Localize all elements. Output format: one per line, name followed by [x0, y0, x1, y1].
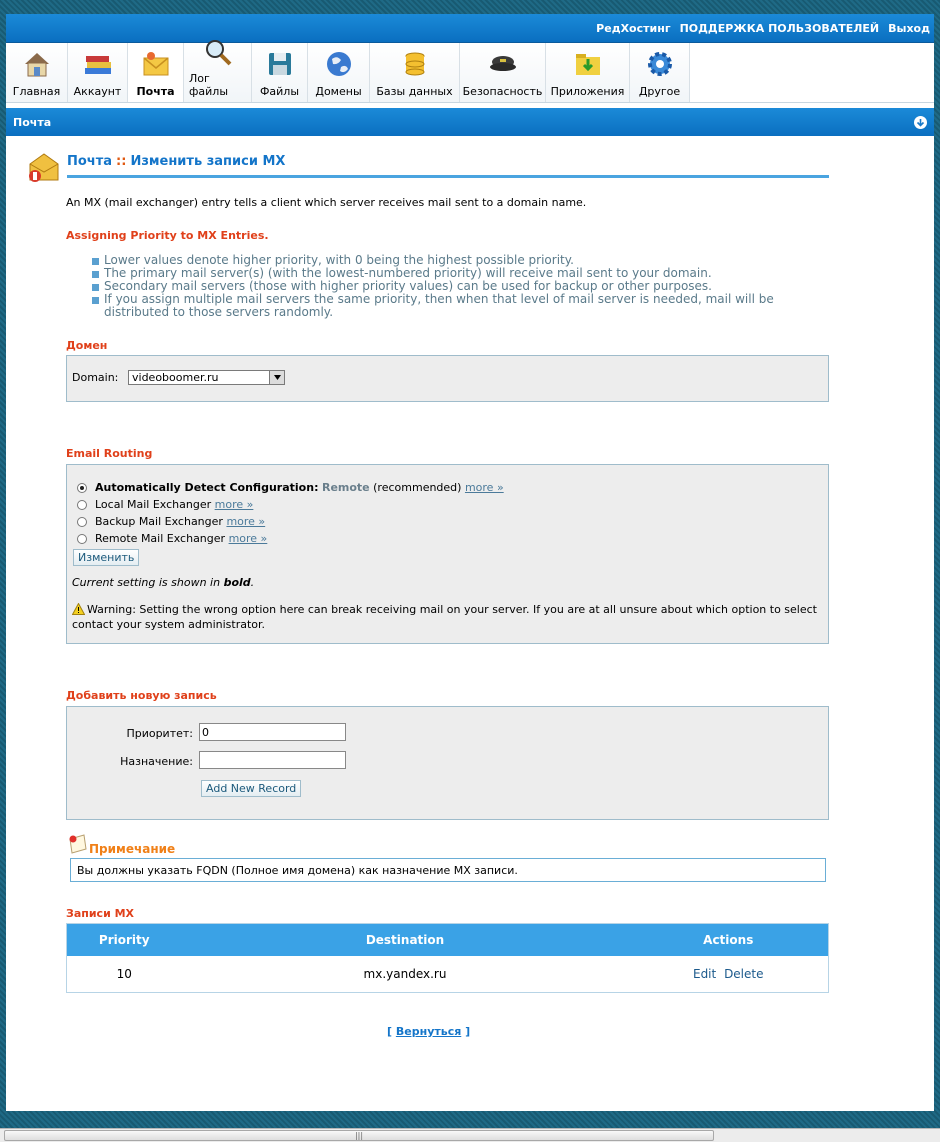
current-prefix: Current setting is shown in	[72, 576, 221, 589]
nav-label: Приложения	[550, 85, 625, 98]
nav-item-other[interactable]	[630, 43, 690, 102]
routing-option-auto[interactable]	[77, 481, 504, 494]
current-suffix: .	[250, 576, 255, 589]
radio-backup[interactable]	[77, 517, 87, 527]
books-icon	[82, 48, 114, 80]
auto-value: Remote	[321, 481, 370, 494]
warning-icon	[72, 603, 85, 618]
content	[6, 136, 934, 1096]
globe-icon	[323, 48, 355, 80]
cell-actions	[629, 956, 829, 993]
note-pin-icon	[66, 833, 88, 858]
routing-option-remote[interactable]	[77, 532, 267, 545]
radio-auto[interactable]	[77, 483, 87, 493]
nav-item-mail[interactable]	[128, 43, 184, 102]
page-title	[67, 154, 285, 169]
logout-link[interactable]: Выход	[888, 21, 930, 35]
more-link[interactable]: more »	[464, 481, 504, 494]
routing-box	[66, 464, 829, 644]
page	[6, 14, 934, 1111]
mx-records-table	[66, 923, 829, 993]
auto-recommended: (recommended)	[373, 481, 462, 494]
title-separator: ::	[116, 154, 127, 169]
column-header-destination: Destination	[182, 924, 629, 956]
cell-destination: mx.yandex.ru	[363, 966, 447, 981]
priority-input[interactable]	[199, 723, 346, 741]
nav-label: Лог файлы	[189, 72, 229, 98]
nav-item-security[interactable]	[460, 43, 546, 102]
domain-select[interactable]	[128, 370, 285, 385]
warning-row	[72, 603, 824, 631]
more-link[interactable]: more »	[226, 515, 266, 528]
back-bracket-open: [	[387, 1025, 393, 1038]
note-title: Примечание	[89, 842, 176, 856]
auto-colon: :	[314, 481, 319, 494]
domain-heading: Домен	[66, 339, 108, 352]
magnifier-icon	[202, 37, 234, 67]
local-label: Local Mail Exchanger	[95, 498, 212, 511]
nav-label: Безопасность	[462, 85, 543, 98]
grip-icon: |||	[354, 1131, 364, 1140]
add-record-heading: Добавить новую запись	[66, 689, 217, 702]
nav-label: Главная	[12, 85, 61, 98]
nav-label: Домены	[315, 85, 362, 98]
radio-local[interactable]	[77, 500, 87, 510]
title-underline	[67, 175, 829, 178]
add-record-button[interactable]: Add New Record	[201, 780, 301, 797]
radio-remote[interactable]	[77, 534, 87, 544]
nav-item-account[interactable]	[68, 43, 128, 102]
edit-link[interactable]: Edit	[692, 966, 717, 981]
auto-label: Automatically Detect Configuration	[95, 481, 315, 494]
nav-item-logs[interactable]	[184, 43, 252, 102]
horizontal-scrollbar[interactable]	[0, 1128, 940, 1142]
cap-icon	[487, 48, 519, 80]
column-header-priority: Priority	[67, 924, 182, 956]
cell-priority: 10	[116, 966, 132, 981]
page-title-sub: Изменить записи MX	[130, 154, 286, 169]
nav-item-databases[interactable]	[370, 43, 460, 102]
chevron-down-icon[interactable]	[269, 371, 284, 384]
back-link[interactable]: Вернуться	[395, 1025, 462, 1038]
routing-heading: Email Routing	[66, 447, 153, 460]
main-nav	[6, 43, 934, 103]
column-header-actions: Actions	[629, 924, 829, 956]
gear-icon	[644, 48, 676, 80]
floppy-icon	[264, 48, 296, 80]
list-item: Secondary mail servers (those with higher priority values) can be used for backup or other purposes.	[104, 280, 784, 293]
section-bar	[6, 108, 934, 136]
add-record-box	[66, 706, 829, 820]
destination-label: Назначение:	[120, 755, 193, 768]
list-item: The primary mail server(s) (with the lowest-numbered priority) will receive mail sent to your domain.	[104, 267, 784, 280]
support-link[interactable]: ПОДДЕРЖКА ПОЛЬЗОВАТЕЛЕЙ	[679, 21, 880, 35]
nav-label: Почта	[136, 85, 175, 98]
table-row	[67, 956, 829, 993]
nav-label: Аккаунт	[73, 85, 122, 98]
nav-item-apps[interactable]	[546, 43, 630, 102]
domain-box	[66, 355, 829, 402]
top-bar	[6, 14, 934, 43]
nav-label: Другое	[638, 85, 681, 98]
nav-item-files[interactable]	[252, 43, 308, 102]
domain-label: Domain:	[72, 371, 119, 384]
destination-input[interactable]	[199, 751, 346, 769]
routing-option-local[interactable]	[77, 498, 253, 511]
mx-records-heading: Записи MX	[66, 907, 135, 920]
folder-icon	[572, 48, 604, 80]
table-header-row	[67, 924, 829, 956]
backup-label: Backup Mail Exchanger	[95, 515, 223, 528]
back-bracket-close: ]	[465, 1025, 471, 1038]
more-link[interactable]: more »	[228, 532, 268, 545]
nav-label: Файлы	[259, 85, 300, 98]
arrow-down-icon[interactable]	[914, 116, 927, 129]
scrollbar-thumb[interactable]	[4, 1130, 714, 1141]
more-link[interactable]: more »	[214, 498, 254, 511]
current-bold: bold	[223, 576, 251, 589]
priority-heading: Assigning Priority to MX Entries.	[66, 229, 269, 242]
current-setting-note	[72, 576, 254, 589]
section-title: Почта	[13, 115, 52, 129]
list-item: If you assign multiple mail servers the same priority, then when that level of mail server is needed, mail will be distributed to those servers randomly.	[104, 293, 784, 319]
priority-list	[104, 254, 784, 319]
priority-label: Приоритет:	[126, 727, 193, 740]
database-icon	[399, 48, 431, 80]
home-icon	[21, 48, 53, 80]
remote-label: Remote Mail Exchanger	[95, 532, 226, 545]
note-box: Вы должны указать FQDN (Полное имя домена) как назначение MX записи.	[70, 858, 826, 882]
mail-settings-icon	[26, 152, 60, 187]
change-button[interactable]: Изменить	[73, 549, 139, 566]
domain-select-value: videoboomer.ru	[132, 371, 219, 384]
list-item: Lower values denote higher priority, with 0 being the highest possible priority.	[104, 254, 784, 267]
delete-link[interactable]: Delete	[724, 966, 764, 981]
warning-text: Warning: Setting the wrong option here can break receiving mail on your server. If you are at all unsure about which option to select contact your system administrator.	[72, 603, 817, 631]
mail-icon	[140, 48, 172, 80]
nav-label: Базы данных	[376, 85, 453, 98]
back-nav	[387, 1025, 470, 1038]
brand-link[interactable]: РедХостинг	[596, 21, 671, 35]
nav-item-home[interactable]	[6, 43, 68, 102]
routing-option-backup[interactable]	[77, 515, 265, 528]
nav-item-domains[interactable]	[308, 43, 370, 102]
intro-text: An MX (mail exchanger) entry tells a client which server receives mail sent to a domain name.	[66, 196, 587, 209]
page-title-main: Почта	[67, 154, 113, 169]
